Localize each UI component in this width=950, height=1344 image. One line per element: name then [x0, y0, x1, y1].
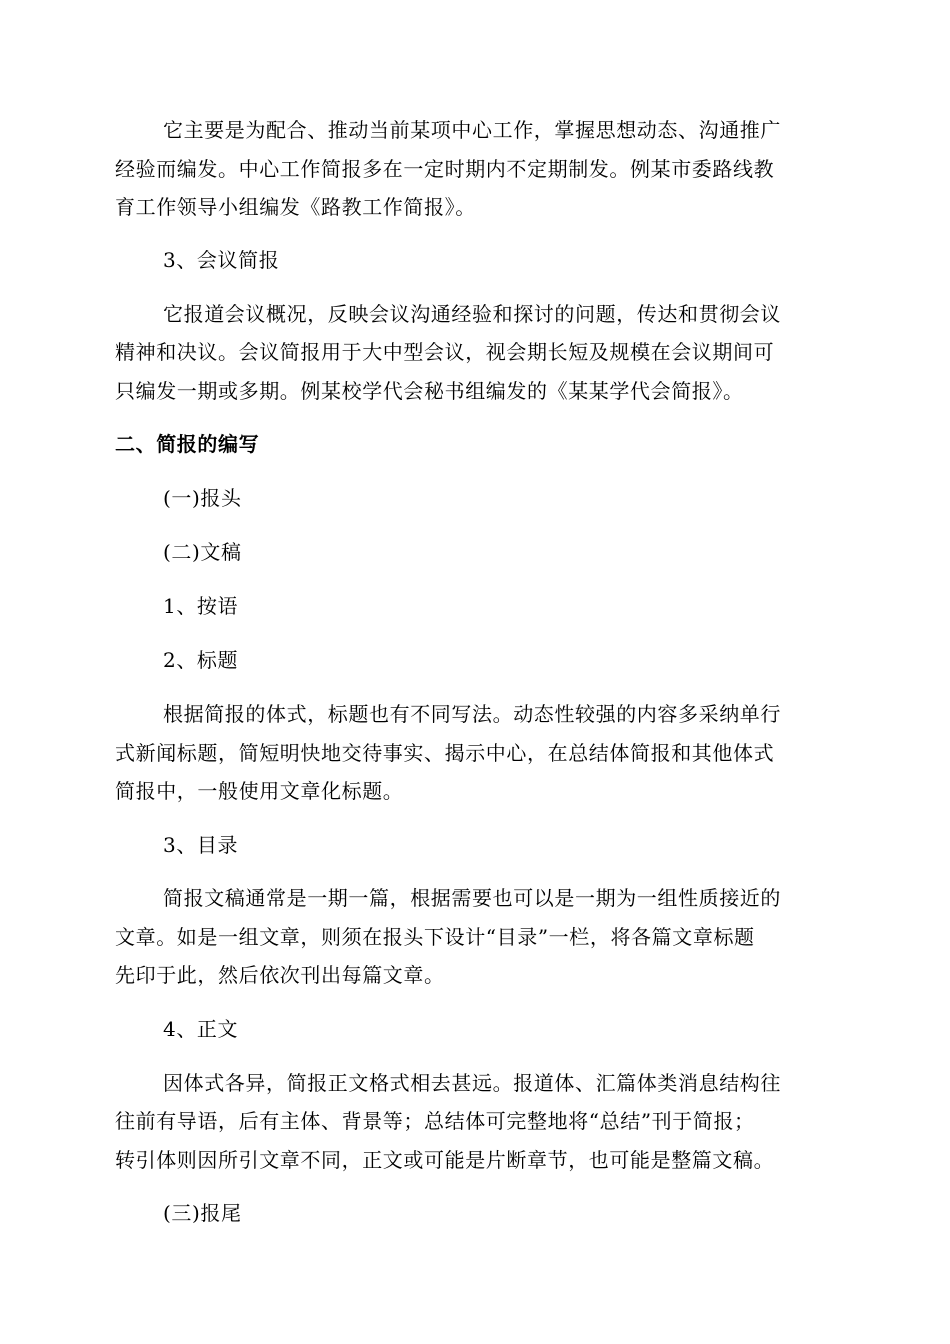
paragraph-4-line-2: 文章。如是一组文章，则须在报头下设计“目录”一栏，将各篇文章标题 [115, 925, 755, 949]
subheading-footer: (三)报尾 [163, 1201, 242, 1225]
section-heading-2: 二、简报的编写 [115, 432, 260, 456]
paragraph-5-line-3: 转引体则因所引文章不同，正文或可能是片断章节，也可能是整篇文稿。 [115, 1148, 775, 1172]
item-editor-note: 1、按语 [163, 594, 239, 618]
heading-meeting-brief: 3、会议简报 [163, 248, 280, 272]
paragraph-1-line-2: 经验而编发。中心工作简报多在一定时期内不定期制发。例某市委路线教 [115, 157, 775, 181]
paragraph-5-line-2: 往前有导语，后有主体、背景等；总结体可完整地将“总结”刊于简报； [115, 1109, 755, 1133]
subheading-manuscript: (二)文稿 [163, 540, 242, 564]
paragraph-2-line-1: 它报道会议概况，反映会议沟通经验和探讨的问题，传达和贯彻会议 [163, 302, 781, 326]
item-title: 2、标题 [163, 648, 239, 672]
subheading-masthead: (一)报头 [163, 486, 242, 510]
paragraph-3-line-2: 式新闻标题，简短明快地交待事实、揭示中心，在总结体简报和其他体式 [115, 741, 775, 765]
paragraph-5-line-1: 因体式各异，简报正文格式相去甚远。报道体、汇篇体类消息结构往 [163, 1071, 781, 1095]
paragraph-3-line-3: 简报中，一般使用文章化标题。 [115, 779, 404, 803]
item-contents: 3、目录 [163, 833, 239, 857]
paragraph-2-line-2: 精神和决议。会议简报用于大中型会议，视会期长短及规模在会议期间可 [115, 340, 775, 364]
paragraph-4-line-1: 简报文稿通常是一期一篇，根据需要也可以是一期为一组性质接近的 [163, 886, 781, 910]
item-body: 4、正文 [163, 1017, 239, 1041]
paragraph-4-line-3: 先印于此，然后依次刊出每篇文章。 [115, 963, 445, 987]
paragraph-1-line-3: 育工作领导小组编发《路教工作简报》。 [115, 195, 476, 219]
paragraph-3-line-1: 根据简报的体式，标题也有不同写法。动态性较强的内容多采纳单行 [163, 702, 781, 726]
paragraph-1-line-1: 它主要是为配合、推动当前某项中心工作，掌握思想动态、沟通推广 [163, 118, 781, 142]
paragraph-2-line-3: 只编发一期或多期。例某校学代会秘书组编发的《某某学代会简报》。 [115, 379, 744, 403]
